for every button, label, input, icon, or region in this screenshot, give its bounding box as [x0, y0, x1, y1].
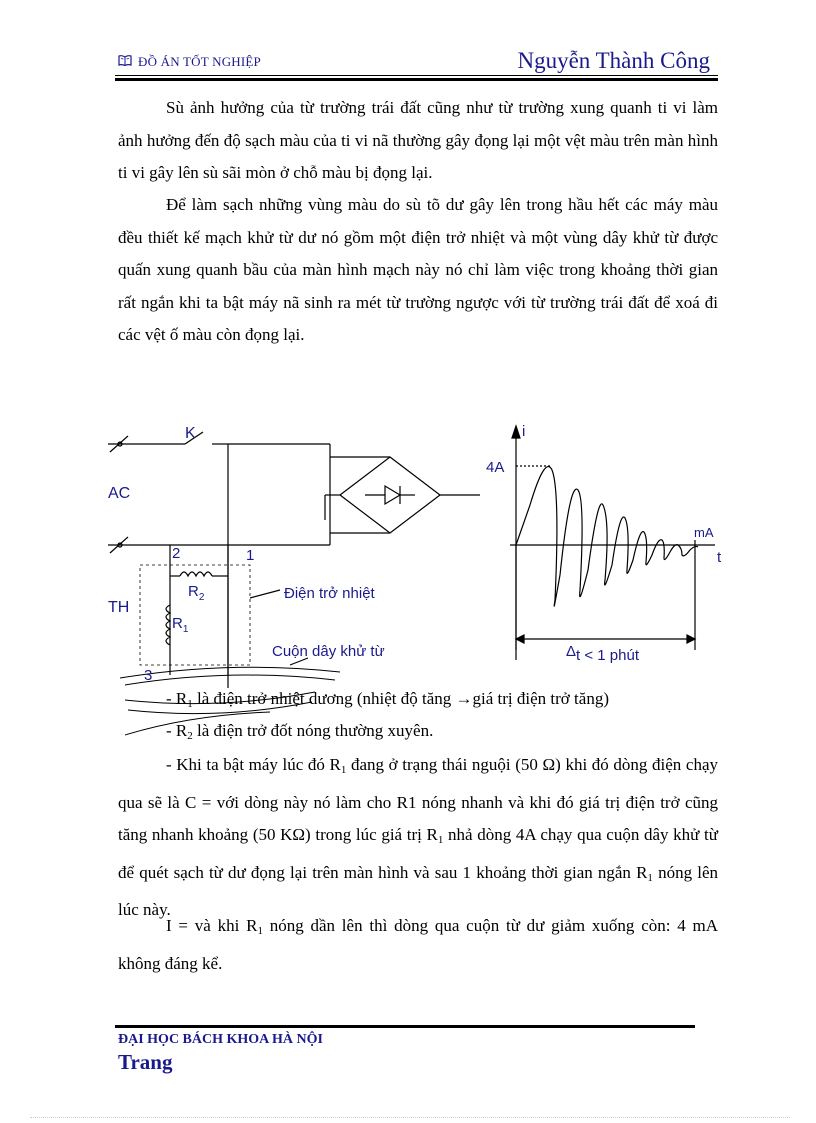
p6-b: nóng dần lên thì dòng qua cuộn từ dư giảm xuống còn: 4 mA không đáng kể. — [118, 916, 719, 973]
header-title — [118, 54, 261, 70]
label-r1-sub: 1 — [182, 624, 189, 635]
label-r1: R — [172, 615, 183, 632]
paragraph-r2 — [118, 715, 718, 753]
paragraph-startup — [118, 749, 718, 927]
r1-sub: 1 — [187, 698, 193, 710]
label-4a: 4A — [486, 459, 505, 476]
r2-prefix: - R — [166, 721, 188, 740]
svg-text:R1 — [172, 615, 189, 635]
svg-text:R2 — [188, 583, 205, 603]
p5-sub-3: 1 — [647, 871, 653, 884]
label-degauss-coil: Cuộn dây khử từ — [272, 643, 385, 660]
p5-d: nóng lên lúc này. — [118, 862, 718, 919]
header-author: Nguyễn Thành Công — [517, 48, 710, 73]
label-th: TH — [108, 599, 130, 616]
label-thermistor: Điện trở nhiệt — [284, 585, 375, 602]
label-node-3: 3 — [144, 667, 153, 684]
p6-sub: 1 — [257, 925, 263, 937]
label-delta: Δ — [566, 643, 577, 660]
label-switch-k: K — [185, 425, 196, 442]
page-edge — [30, 1117, 790, 1118]
p5-a: - Khi ta bật máy lúc đó R — [166, 755, 341, 774]
paragraph-current — [118, 910, 718, 980]
p5-sub-1: 1 — [340, 764, 347, 776]
footer-divider — [115, 1025, 695, 1028]
r1-rest: là điện trở nhiệt dương (nhiệt độ tăng →giá trị điện trở tăng) — [192, 689, 609, 708]
label-r2: R — [188, 583, 199, 600]
r1-prefix: - R — [166, 689, 188, 708]
footer-university: ĐẠI HỌC BÁCH KHOA HÀ NỘI — [118, 1032, 323, 1047]
label-node-1: 1 — [246, 547, 255, 564]
label-axis-i: i — [522, 423, 526, 440]
paragraph-2: Để làm sạch những vùng màu do sù tõ dư gây lên trong hầu hết các máy màu đều thiết kế mạch khử từ dư nó gồm một điện trở nhiệt và một vùng dây khử từ được quấn xung quanh bầu của màn hình mạch này nó chỉ làm việc trong khoảng thời gian rất ngắn khi ta bật máy nã sinh ra mét từ trường ngược với từ trường trái đất để xoá đi các vệt ố màu còn đọng lại. — [118, 195, 718, 344]
label-r2-sub: 2 — [198, 592, 205, 603]
paragraph-1: Sù ảnh hưởng của từ trường trái đất cũng như từ trường xung quanh ti vi làm ảnh hưởng đến độ sạch màu của ti vi nã thường gây đọng lại một vệt màu trên màn hình ti vi gây lên sù sãi mòn ở chỗ màu bị đọng lại. — [118, 98, 718, 182]
svg-text:Δt < 1 phút — [566, 643, 640, 664]
label-ac: AC — [108, 485, 131, 502]
header-left-text: ĐỒ ÁN TỐT NGHIỆP — [138, 54, 261, 69]
r2-rest: là điện trở đốt nóng thường xuyên. — [192, 721, 434, 740]
label-axis-t: t — [717, 549, 722, 566]
book-icon — [118, 54, 132, 70]
p5-c: nhả dòng 4A chạy qua cuộn dây khử từ để quét sạch từ dư đọng lại trên màn hình và sau 1 khoảng thời gian ngắn R — [118, 825, 718, 882]
header-divider — [115, 75, 718, 81]
p6-a: I = và khi R — [166, 916, 258, 935]
p5-b: đang ở trạng thái nguội (50 Ω) khi đó dòng điện chạy qua sẽ là C = với dòng này nó làm cho R1 nóng nhanh và khi đó giá trị điện trở cũng tăng nhanh khoảng (50 KΩ) trong lúc giá trị R — [118, 755, 719, 844]
r2-sub: 2 — [187, 730, 193, 742]
p5-sub-2: 1 — [437, 834, 444, 846]
footer-page-label: Trang — [118, 1050, 173, 1074]
label-node-2: 2 — [172, 545, 181, 562]
label-dt: t < 1 phút — [576, 647, 639, 664]
label-ma: mA — [694, 525, 714, 540]
